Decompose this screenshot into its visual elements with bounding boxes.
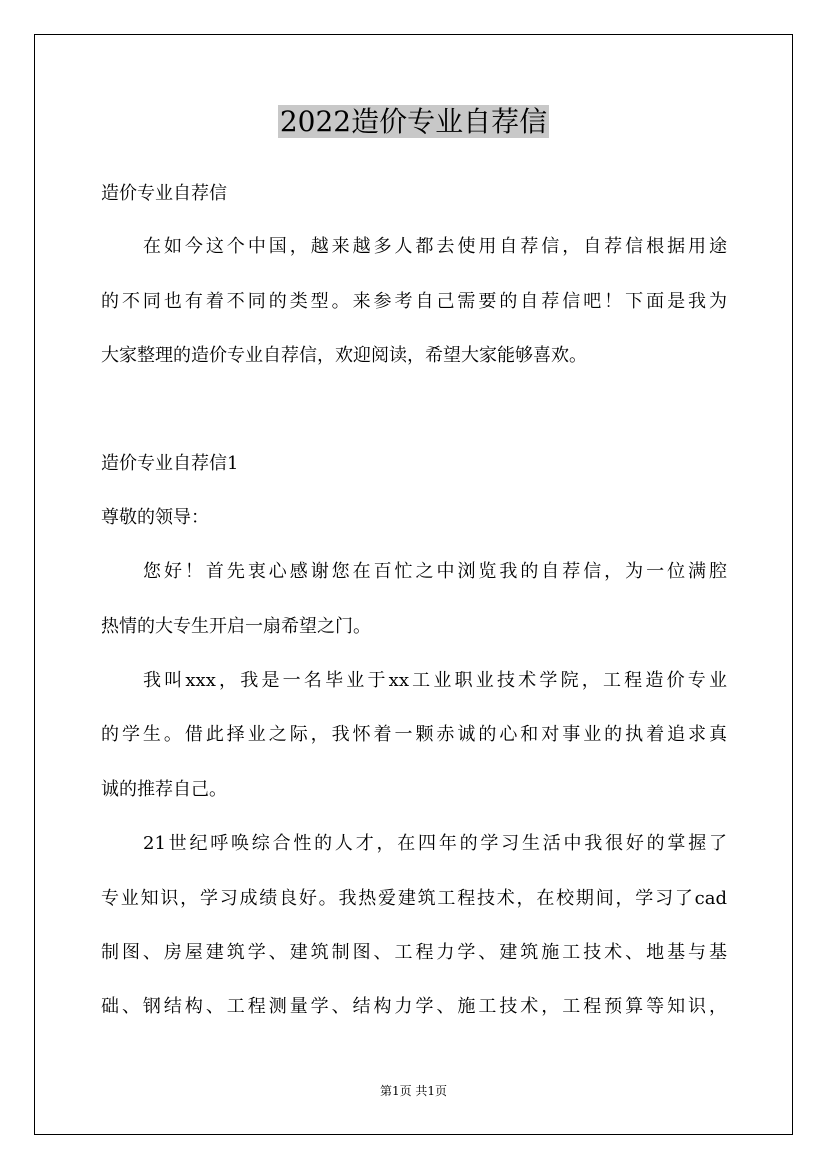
document-title <box>0 100 827 144</box>
paragraph-2-line-1: 我叫xxx，我是一名毕业于xx工业职业技术学院，工程造价专业 <box>143 670 727 691</box>
page-footer: 第1页 共1页 <box>379 1084 448 1098</box>
document-title-text: 2022造价专业自荐信 <box>279 105 548 138</box>
paragraph-3-line-2: 专业知识，学习成绩良好。我热爱建筑工程技术，在校期间，学习了cad <box>101 888 727 909</box>
paragraph-2-line-2: 的学生。借此择业之际，我怀着一颗赤诚的心和对事业的执着追求真 <box>101 724 727 745</box>
paragraph-3-line-4: 础、钢结构、工程测量学、结构力学、施工技术，工程预算等知识， <box>101 996 727 1017</box>
salutation: 尊敬的领导： <box>101 507 209 528</box>
intro-line-3: 大家整理的造价专业自荐信，欢迎阅读，希望大家能够喜欢。 <box>101 345 587 366</box>
paragraph-2-line-3: 诚的推荐自己。 <box>101 779 227 800</box>
paragraph-1-line-2: 热情的大专生开启一扇希望之门。 <box>101 616 371 637</box>
paragraph-1-line-1: 您好！首先衷心感谢您在百忙之中浏览我的自荐信，为一位满腔 <box>143 561 727 582</box>
section-heading: 造价专业自荐信1 <box>101 453 239 474</box>
paragraph-3-line-1: 21世纪呼唤综合性的人才，在四年的学习生活中我很好的掌握了 <box>143 833 727 854</box>
intro-line-2: 的不同也有着不同的类型。来参考自己需要的自荐信吧！下面是我为 <box>101 291 727 312</box>
intro-line-1: 在如今这个中国，越来越多人都去使用自荐信，自荐信根据用途 <box>143 236 727 257</box>
subtitle-line: 造价专业自荐信 <box>101 183 227 204</box>
paragraph-3-line-3: 制图、房屋建筑学、建筑制图、工程力学、建筑施工技术、地基与基 <box>101 942 727 963</box>
